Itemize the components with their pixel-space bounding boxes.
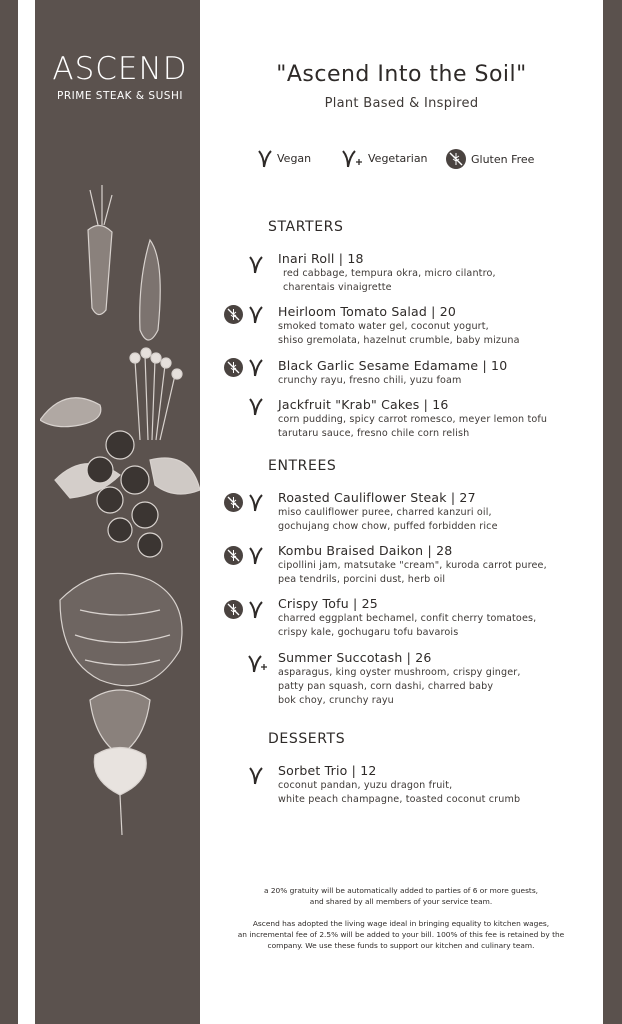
- gluten-free-icon: [224, 493, 243, 512]
- item-description: patty pan squash, corn dashi, charred baby: [278, 681, 494, 692]
- gluten-free-icon: [224, 546, 243, 565]
- item-icons: [246, 765, 264, 785]
- item-description: cipollini jam, matsutake "cream", kuroda carrot puree,: [278, 560, 547, 571]
- item-name: Crispy Tofu | 25: [278, 596, 378, 611]
- vegan-icon: [246, 396, 264, 416]
- item-icons: [224, 599, 264, 619]
- menu-item: [278, 358, 578, 388]
- legend-vegan: [255, 148, 311, 168]
- item-name: Summer Succotash | 26: [278, 650, 432, 665]
- menu-item: [278, 490, 578, 534]
- item-description: crispy kale, gochugaru tofu bavarois: [278, 627, 459, 638]
- menu-subtitle: Plant Based & Inspired: [324, 96, 479, 111]
- vegan-icon: [246, 254, 264, 274]
- footnote-line: company. We use these funds to support our kitchen and culinary team.: [267, 941, 535, 950]
- section-desserts: DESSERTS: [268, 731, 346, 747]
- legend-gluten-free: [445, 148, 534, 170]
- left-white-stripe: [18, 0, 35, 1024]
- menu-item: [278, 251, 578, 295]
- item-description: red cabbage, tempura okra, micro cilantro,: [283, 268, 496, 279]
- item-name: Black Garlic Sesame Edamame | 10: [278, 358, 508, 373]
- living-wage-note: [218, 918, 584, 951]
- menu-title: "Ascend Into the Soil": [276, 62, 527, 87]
- item-description: tarutaru sauce, fresno chile corn relish: [278, 428, 470, 439]
- item-description: charred eggplant bechamel, confit cherry tomatoes,: [278, 613, 537, 624]
- item-icons: [246, 396, 264, 416]
- gluten-free-icon: [224, 600, 243, 619]
- vegan-icon: [246, 599, 264, 619]
- vegetable-illustration: [40, 180, 200, 840]
- vegan-icon: [246, 492, 264, 512]
- legend-vegetarian: [340, 148, 428, 168]
- item-name: Heirloom Tomato Salad | 20: [278, 304, 457, 319]
- item-name: Jackfruit "Krab" Cakes | 16: [278, 397, 449, 412]
- item-description: smoked tomato water gel, coconut yogurt,: [278, 321, 489, 332]
- item-description: bok choy, crunchy rayu: [278, 695, 394, 706]
- menu-item: [278, 397, 578, 441]
- legend-vegetarian-label: Vegetarian: [368, 151, 428, 165]
- left-edge-band: [0, 0, 18, 1024]
- gluten-free-icon: [224, 305, 243, 324]
- item-description: shiso gremolata, hazelnut crumble, baby mizuna: [278, 335, 520, 346]
- item-icons: [224, 357, 264, 377]
- item-description: pea tendrils, porcini dust, herb oil: [278, 574, 446, 585]
- menu-item: [278, 650, 578, 708]
- item-name: Inari Roll | 18: [278, 251, 364, 266]
- vegan-icon: [255, 148, 273, 168]
- item-description: corn pudding, spicy carrot romesco, meyer lemon tofu: [278, 414, 548, 425]
- vegetarian-icon: [340, 148, 364, 168]
- item-icons: [224, 304, 264, 324]
- item-description: crunchy rayu, fresno chili, yuzu foam: [278, 375, 462, 386]
- item-name: Roasted Cauliflower Steak | 27: [278, 490, 476, 505]
- footnote-line: and shared by all members of your service team.: [309, 897, 493, 906]
- vegan-icon: [246, 357, 264, 377]
- right-edge-band: [603, 0, 622, 1024]
- vegetarian-icon: [246, 653, 270, 673]
- gluten-free-icon: [445, 148, 467, 170]
- item-name: Kombu Braised Daikon | 28: [278, 543, 453, 558]
- item-icons: [246, 653, 270, 673]
- menu-item: [278, 763, 578, 807]
- vegan-icon: [246, 304, 264, 324]
- section-starters: STARTERS: [268, 219, 344, 235]
- item-description: gochujang chow chow, puffed forbidden rice: [278, 521, 498, 532]
- brand-subtitle: PRIME STEAK & SUSHI: [57, 90, 183, 102]
- vegan-icon: [246, 545, 264, 565]
- item-description: coconut pandan, yuzu dragon fruit,: [278, 780, 453, 791]
- footnote-line: an incremental fee of 2.5% will be added to your bill. 100% of this fee is retained by the: [237, 930, 565, 939]
- menu-item: [278, 543, 578, 587]
- gratuity-note: [218, 885, 584, 907]
- gluten-free-icon: [224, 358, 243, 377]
- menu-item: [278, 596, 578, 640]
- footnote-line: a 20% gratuity will be automatically added to parties of 6 or more guests,: [263, 886, 539, 895]
- item-name: Sorbet Trio | 12: [278, 763, 377, 778]
- item-description: charentais vinaigrette: [283, 282, 392, 293]
- item-icons: [224, 492, 264, 512]
- menu-item: [278, 304, 578, 348]
- item-description: miso cauliflower puree, charred kanzuri oil,: [278, 507, 492, 518]
- section-entrees: ENTREES: [268, 458, 337, 474]
- vegan-icon: [246, 765, 264, 785]
- brand-name: ASCEND: [52, 51, 188, 87]
- brand-logo: [45, 52, 195, 102]
- item-icons: [224, 545, 264, 565]
- legend-vegan-label: Vegan: [277, 151, 312, 165]
- item-description: white peach champagne, toasted coconut crumb: [278, 794, 521, 805]
- item-icons: [246, 254, 264, 274]
- item-description: asparagus, king oyster mushroom, crispy ginger,: [278, 667, 521, 678]
- footnote-line: Ascend has adopted the living wage ideal in bringing equality to kitchen wages,: [252, 919, 550, 928]
- legend-gluten-free-label: Gluten Free: [471, 152, 535, 166]
